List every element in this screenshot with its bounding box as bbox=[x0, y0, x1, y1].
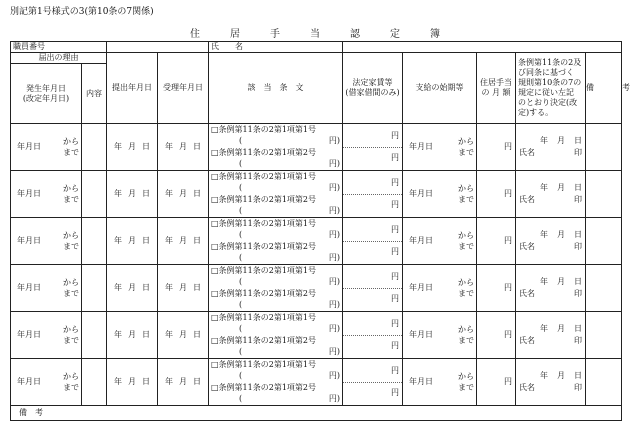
header-rent bbox=[343, 53, 403, 124]
decision-cell[interactable]: 年 月 日 氏名 印 bbox=[516, 218, 586, 265]
decision-cell[interactable]: 年 月 日 氏名 印 bbox=[516, 359, 586, 406]
start-cell[interactable] bbox=[403, 218, 477, 265]
header-reason: 届出の理由 bbox=[11, 53, 107, 64]
allowance-amount-cell[interactable]: 円 bbox=[477, 171, 516, 218]
remarks-cell[interactable] bbox=[586, 218, 622, 265]
decision-cell[interactable]: 年 月 日 氏名 印 bbox=[516, 171, 586, 218]
ymd: 年 月 日 bbox=[409, 283, 433, 292]
submit-date-cell[interactable] bbox=[107, 124, 158, 171]
from-to: から まで bbox=[63, 325, 79, 345]
submit-date-cell[interactable] bbox=[107, 359, 158, 406]
receipt-date-cell[interactable] bbox=[158, 312, 209, 359]
staff-number-field[interactable] bbox=[107, 42, 209, 53]
article-option-1[interactable]: □条例第11条の2第1項第1号 bbox=[211, 125, 317, 134]
receipt-date-cell[interactable] bbox=[158, 359, 209, 406]
allowance-amount-cell[interactable]: 円 bbox=[477, 124, 516, 171]
seal-mark: 印 bbox=[574, 383, 582, 392]
seal-mark: 印 bbox=[574, 148, 582, 157]
name-field[interactable] bbox=[343, 42, 622, 53]
article-option-2[interactable]: □条例第11条の2第1項第2号 bbox=[211, 288, 317, 298]
from-to: から まで bbox=[458, 372, 474, 392]
table-row bbox=[11, 359, 622, 406]
allowance-amount-cell[interactable]: 円 bbox=[477, 218, 516, 265]
allowance-register-table bbox=[10, 41, 640, 421]
content-cell[interactable] bbox=[82, 312, 107, 359]
article-cell bbox=[209, 265, 343, 312]
from-to: から まで bbox=[458, 137, 474, 157]
start-cell[interactable] bbox=[403, 171, 477, 218]
header-rent-sub: (借家借間のみ) bbox=[345, 88, 400, 97]
start-cell[interactable] bbox=[403, 265, 477, 312]
table-row bbox=[11, 312, 622, 359]
seal-mark: 印 bbox=[574, 336, 582, 345]
article-option-1[interactable]: □条例第11条の2第1項第1号 bbox=[211, 172, 317, 181]
content-cell[interactable] bbox=[82, 359, 107, 406]
from-to: から まで bbox=[458, 231, 474, 251]
rent-cell[interactable]: 円 円 bbox=[343, 124, 403, 171]
footer-remarks: 備 考 bbox=[11, 406, 622, 421]
table-row bbox=[11, 124, 622, 171]
ymd: 年 月 日 bbox=[17, 236, 41, 245]
title-char: 住 bbox=[190, 29, 200, 40]
from-to: から まで bbox=[63, 137, 79, 157]
ymd: 年 月 日 bbox=[165, 142, 201, 151]
ymd: 年 月 日 bbox=[114, 330, 150, 339]
ymd: 年 月 日 bbox=[17, 283, 41, 292]
name-label: 氏 名 bbox=[209, 42, 343, 53]
ymd: 年 月 日 bbox=[114, 189, 150, 198]
submit-date-cell[interactable] bbox=[107, 218, 158, 265]
seal-mark: 印 bbox=[574, 242, 582, 251]
ymd: 年 月 日 bbox=[409, 330, 433, 339]
article-option-1[interactable]: □条例第11条の2第1項第1号 bbox=[211, 266, 317, 275]
article-option-2[interactable]: □条例第11条の2第1項第2号 bbox=[211, 382, 317, 392]
header-occur-date-sub: (改定年月日) bbox=[22, 93, 70, 103]
ymd: 年 月 日 bbox=[17, 189, 41, 198]
submit-date-cell[interactable] bbox=[107, 312, 158, 359]
header-receipt-date: 受理年月日 bbox=[158, 53, 209, 124]
ymd: 年 月 日 bbox=[114, 142, 150, 151]
content-cell[interactable] bbox=[82, 265, 107, 312]
remarks-cell[interactable] bbox=[586, 124, 622, 171]
article-note-1: ( 円) bbox=[239, 136, 340, 146]
allowance-amount-cell[interactable]: 円 bbox=[477, 312, 516, 359]
header-occur-date bbox=[11, 64, 82, 124]
decision-cell[interactable]: 年 月 日 氏名 印 bbox=[516, 124, 586, 171]
rent-cell[interactable]: 円 円 bbox=[343, 265, 403, 312]
staff-number-label: 職員番号 bbox=[11, 42, 107, 53]
header-decision-line: 規定に従い左記 bbox=[518, 88, 574, 97]
occur-date-cell[interactable] bbox=[11, 312, 82, 359]
content-cell[interactable] bbox=[82, 124, 107, 171]
from-to: から まで bbox=[63, 184, 79, 204]
header-occur-date-label: 発生年月日 bbox=[26, 83, 66, 93]
receipt-date-cell[interactable] bbox=[158, 218, 209, 265]
table-row bbox=[11, 218, 622, 265]
header-decision-line: のとおり決定(改 bbox=[518, 98, 578, 107]
seal-mark: 印 bbox=[574, 195, 582, 204]
article-note-2: ( 円) bbox=[239, 205, 340, 215]
content-cell[interactable] bbox=[82, 171, 107, 218]
article-option-2[interactable]: □条例第11条の2第1項第2号 bbox=[211, 147, 317, 157]
from-to: から まで bbox=[458, 325, 474, 345]
article-cell bbox=[209, 218, 343, 265]
header-decision-line: び同条に基づく bbox=[518, 68, 574, 77]
allowance-amount-cell[interactable]: 円 bbox=[477, 359, 516, 406]
occur-date-cell[interactable] bbox=[11, 218, 82, 265]
from-to: から まで bbox=[63, 372, 79, 392]
article-note-1: ( 円) bbox=[239, 277, 340, 287]
ymd: 年 月 日 bbox=[17, 142, 41, 151]
remarks-cell[interactable] bbox=[586, 359, 622, 406]
header-decision bbox=[516, 53, 586, 124]
article-note-1: ( 円) bbox=[239, 371, 340, 381]
from-to: から まで bbox=[63, 231, 79, 251]
header-article: 該 当 条 文 bbox=[209, 53, 343, 124]
article-note-1: ( 円) bbox=[239, 230, 340, 240]
ymd: 年 月 日 bbox=[409, 142, 433, 151]
form-caption: 別記第1号様式の3(第10条の7関係) bbox=[10, 7, 154, 17]
allowance-amount-cell[interactable]: 円 bbox=[477, 265, 516, 312]
ymd: 年 月 日 bbox=[409, 377, 433, 386]
header-allowance bbox=[477, 53, 516, 124]
receipt-date-cell[interactable] bbox=[158, 124, 209, 171]
rent-cell[interactable]: 円 円 bbox=[343, 218, 403, 265]
header-start: 支給の始期等 bbox=[403, 53, 477, 124]
header-decision-line: 規則第10条の7の bbox=[518, 78, 582, 87]
start-cell[interactable] bbox=[403, 312, 477, 359]
ymd: 年 月 日 bbox=[409, 189, 433, 198]
header-content: 内容 bbox=[82, 64, 107, 124]
remarks-cell[interactable] bbox=[586, 312, 622, 359]
start-cell[interactable] bbox=[403, 359, 477, 406]
remarks-cell[interactable] bbox=[586, 171, 622, 218]
ymd: 年 月 日 bbox=[165, 236, 201, 245]
ymd: 年 月 日 bbox=[165, 377, 201, 386]
remarks-cell[interactable] bbox=[586, 265, 622, 312]
article-note-2: ( 円) bbox=[239, 252, 340, 262]
ymd: 年 月 日 bbox=[165, 330, 201, 339]
table-row bbox=[11, 265, 622, 312]
header-allowance-1: 住居手当 bbox=[480, 78, 512, 87]
title-char: 定 bbox=[390, 29, 400, 40]
article-note-2: ( 円) bbox=[239, 299, 340, 309]
start-cell[interactable] bbox=[403, 124, 477, 171]
article-cell bbox=[209, 124, 343, 171]
article-note-1: ( 円) bbox=[239, 324, 340, 334]
article-option-2[interactable]: □条例第11条の2第1項第2号 bbox=[211, 335, 317, 345]
article-cell bbox=[209, 171, 343, 218]
ymd: 年 月 日 bbox=[165, 189, 201, 198]
ymd: 年 月 日 bbox=[114, 283, 150, 292]
article-note-2: ( 円) bbox=[239, 393, 340, 403]
receipt-date-cell[interactable] bbox=[158, 265, 209, 312]
article-option-1[interactable]: □条例第11条の2第1項第1号 bbox=[211, 219, 317, 228]
article-option-1[interactable]: □条例第11条の2第1項第1号 bbox=[211, 360, 317, 369]
occur-date-cell[interactable] bbox=[11, 359, 82, 406]
page-title bbox=[190, 29, 440, 41]
article-note-1: ( 円) bbox=[239, 183, 340, 193]
header-decision-line: 定)する。 bbox=[518, 108, 554, 117]
ymd: 年 月 日 bbox=[165, 283, 201, 292]
title-char: 手 bbox=[270, 29, 280, 40]
header-submit-date: 提出年月日 bbox=[107, 53, 158, 124]
table-row bbox=[11, 171, 622, 218]
ymd: 年 月 日 bbox=[114, 236, 150, 245]
ymd: 年 月 日 bbox=[409, 236, 433, 245]
article-note-2: ( 円) bbox=[239, 158, 340, 168]
article-option-2[interactable]: □条例第11条の2第1項第2号 bbox=[211, 241, 317, 251]
decision-cell[interactable]: 年 月 日 氏名 印 bbox=[516, 265, 586, 312]
article-cell bbox=[209, 359, 343, 406]
content-cell[interactable] bbox=[82, 218, 107, 265]
rent-cell[interactable]: 円 円 bbox=[343, 359, 403, 406]
ymd: 年 月 日 bbox=[17, 330, 41, 339]
article-option-2[interactable]: □条例第11条の2第1項第2号 bbox=[211, 194, 317, 204]
from-to: から まで bbox=[63, 278, 79, 298]
article-note-2: ( 円) bbox=[239, 346, 340, 356]
submit-date-cell[interactable] bbox=[107, 265, 158, 312]
from-to: から まで bbox=[458, 184, 474, 204]
decision-cell[interactable]: 年 月 日 氏名 印 bbox=[516, 312, 586, 359]
occur-date-cell[interactable] bbox=[11, 265, 82, 312]
ymd: 年 月 日 bbox=[114, 377, 150, 386]
occur-date-cell[interactable] bbox=[11, 124, 82, 171]
rent-cell[interactable]: 円 円 bbox=[343, 171, 403, 218]
title-char: 認 bbox=[350, 29, 360, 40]
from-to: から まで bbox=[458, 278, 474, 298]
rent-cell[interactable]: 円 円 bbox=[343, 312, 403, 359]
article-cell bbox=[209, 312, 343, 359]
header-allowance-2: の 月 額 bbox=[481, 88, 511, 97]
ymd: 年 月 日 bbox=[17, 377, 41, 386]
occur-date-cell[interactable] bbox=[11, 171, 82, 218]
receipt-date-cell[interactable] bbox=[158, 171, 209, 218]
header-decision-line: 条例第11条の2及 bbox=[518, 58, 582, 67]
header-remarks: 備 考 bbox=[586, 53, 622, 124]
title-char: 当 bbox=[310, 29, 320, 40]
article-option-1[interactable]: □条例第11条の2第1項第1号 bbox=[211, 313, 317, 322]
submit-date-cell[interactable] bbox=[107, 171, 158, 218]
header-rent-label: 法定家賃等 bbox=[352, 78, 393, 87]
seal-mark: 印 bbox=[574, 289, 582, 298]
title-char: 簿 bbox=[430, 29, 440, 40]
title-char: 居 bbox=[230, 29, 240, 40]
